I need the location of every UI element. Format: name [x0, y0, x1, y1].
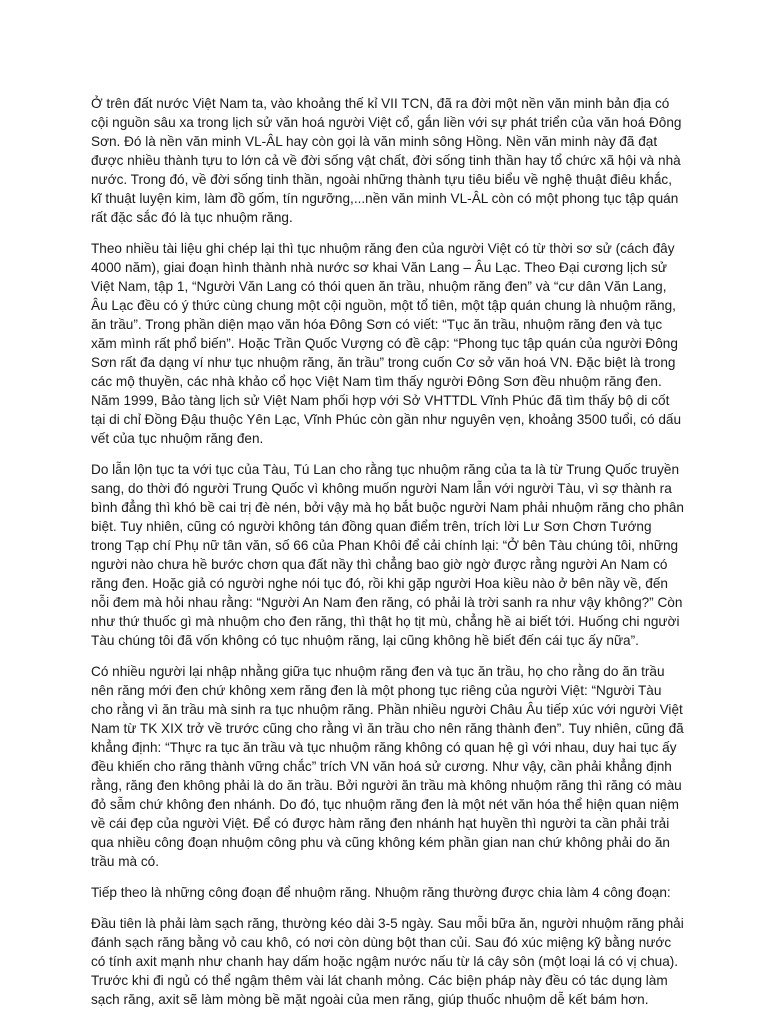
paragraph-origin-debate: Do lẫn lộn tục ta với tục của Tàu, Tú Lan cho rằng tục nhuộm răng của ta là từ Trung Quốc truyền sang, do thời đó người Trung Quốc vì không muốn người Nam lẫn với người Tàu, vì sợ thành ra bình đẳng thì khó bề cai trị đè nén, bởi vậy mà họ bắt buộc người Nam phải nhuộm răng cho phân biệt. Tuy nhiên, cũng có người không tán đồng quan điểm trên, trích lời Lư Sơn Chơn Tướng trong Tạp chí Phụ nữ tân văn, số 66 của Phan Khôi để cải chính lại: “Ở bên Tàu chúng tôi, những người nào chưa hề bước chơn qua đất nầy thì chẳng bao giờ ngờ được rằng người An Nam có răng đen. Hoặc giả có người nghe nói tục đó, rồi khi gặp người Hoa kiều nào ở bên nầy về, đến nỗi đem mà hỏi nhau rằng: “Người An Nam đen răng, có phải là trời sanh ra như vậy không?” Còn như thứ thuốc gì mà nhuộm cho đen răng, thì thật họ tịt mù, chẳng hề ai biết tới. Huống chi người Tàu chúng tôi đã vốn không có tục nhuộm răng, lại cũng không hề biết đến cái tục ấy nữa”.	[91, 462, 684, 648]
paragraph-history: Theo nhiều tài liệu ghi chép lại thì tục nhuộm răng đen của người Việt có từ thời sơ sử (cách đây 4000 năm), giai đoạn hình thành nhà nước sơ khai Văn Lang – Âu Lạc. Theo Đại cương lịch sử Việt Nam, tập 1, “Người Văn Lang có thói quen ăn trầu, nhuộm răng đen” và “cư dân Văn Lang, Âu Lạc đều có ý thức cùng chung một cội nguồn, một tổ tiên, một tập quán chung là nhuộm răng, ăn trầu”. Trong phần diện mạo văn hóa Đông Sơn có viết: “Tục ăn trầu, nhuộm răng đen và tục xăm mình rất phổ biến”. Hoặc Trần Quốc Vượng có đề cập: “Phong tục tập quán của người Đông Sơn rất đa dạng ví như tục nhuộm răng, ăn trầu” trong cuốn Cơ sở văn hoá VN. Đặc biệt là trong các mộ thuyền, các nhà khảo cổ học Việt Nam tìm thấy người Đông Sơn đều nhuộm răng đen. Năm 1999, Bảo tàng lịch sử Việt Nam phối hợp với Sở VHTTDL Vĩnh Phúc đã tìm thấy bộ di cốt tại di chỉ Đồng Đậu thuộc Yên Lạc, Vĩnh Phúc còn gần như nguyên vẹn, khoảng 3500 tuổi, có dấu vết của tục nhuộm răng đen.	[91, 241, 682, 446]
paragraph-stages-intro: Tiếp theo là những công đoạn để nhuộm răng. Nhuộm răng thường được chia làm 4 công đoạn:	[91, 885, 671, 900]
paragraph-betel-chewing: Có nhiều người lại nhập nhằng giữa tục nhuộm răng đen và tục ăn trầu, họ cho rằng do ăn trầu nên răng mới đen chứ không xem răng đen là một phong tục riêng của người Việt: “Người Tàu cho rằng vì ăn trầu mà sinh ra tục nhuộm răng. Phần nhiều người Châu Âu tiếp xúc với người Việt Nam từ TK XIX trở về trước cũng cho rằng vì ăn trầu cho nên răng thành đen”. Tuy nhiên, cũng đã khẳng định: “Thực ra tục ăn trầu và tục nhuộm răng không có quan hệ gì với nhau, duy hai tục ấy đều khiến cho răng thành vững chắc” trích VN văn hoá sử cương. Như vậy, cần phải khẳng định rằng, răng đen không phải là do ăn trầu. Bởi người ăn trầu mà không nhuộm răng thì răng có màu đỏ sẫm chứ không đen nhánh. Do đó, tục nhuộm răng đen là một nét văn hóa thể hiện quan niệm về cái đẹp của người Việt. Để có được hàm răng đen nhánh hạt huyền thì người ta cần phải trải qua nhiều công đoạn nhuộm công phu và cũng không kém phần gian nan chứ không phải do ăn trầu mà có.	[91, 664, 684, 869]
paragraph-intro: Ở trên đất nước Việt Nam ta, vào khoảng thế kỉ VII TCN, đã ra đời một nền văn minh bản địa có cội nguồn sâu xa trong lịch sử văn hoá người Việt cổ, gắn liền với sự phát triển của văn hoá Đông Sơn. Đó là nền văn minh VL-ÂL hay còn gọi là văn minh sông Hồng. Nền văn minh này đã đạt được nhiều thành tựu to lớn cả về đời sống vật chất, đời sống tinh thần hay tổ chức xã hội và nhà nước. Trong đó, về đời sống tinh thần, ngoài những thành tựu tiêu biểu về nghệ thuật điêu khắc, kĩ thuật luyện kim, làm đồ gốm, tín ngưỡng,...nền văn minh VL-ÂL còn có một phong tục tập quán rất đặc sắc đó là tục nhuộm răng.	[91, 96, 682, 225]
paragraph-stage-one: Đầu tiên là phải làm sạch răng, thường kéo dài 3-5 ngày. Sau mỗi bữa ăn, người nhuộm răng phải đánh sạch răng bằng vỏ cau khô, có nơi còn dùng bột than củi. Sau đó xúc miệng kỹ bằng nước có tính axit mạnh như chanh hay dấm hoặc ngậm nước nấu từ lá cây sôn (một loại lá có vị chua). Trước khi đi ngủ có thể ngậm thêm vài lát chanh mỏng. Các biện pháp này đều có tác dụng làm sạch răng, axit sẽ làm mòng bề mặt ngoài của men răng, giúp thuốc nhuộm dễ kết bám hơn.	[91, 916, 684, 1007]
